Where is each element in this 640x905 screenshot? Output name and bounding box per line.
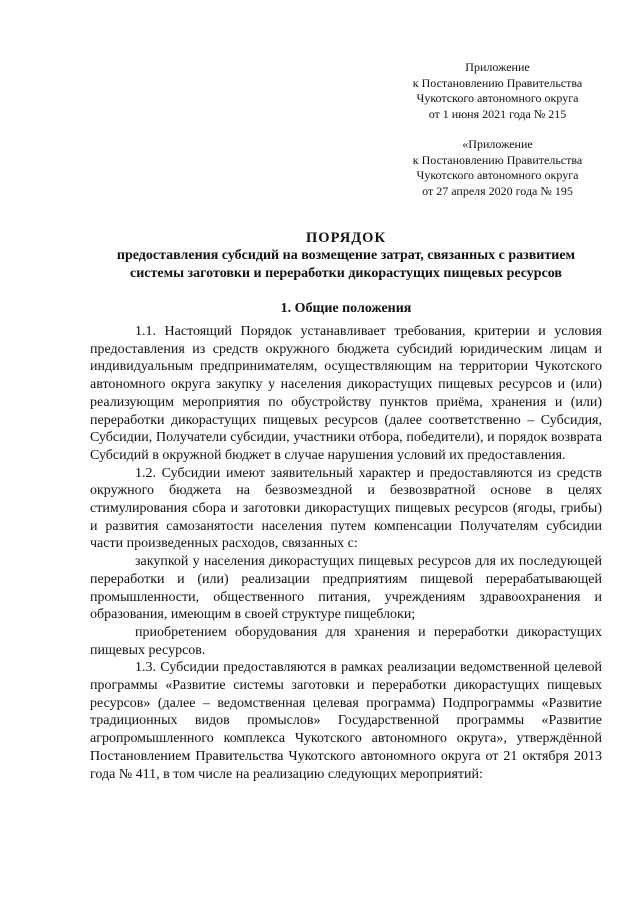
paragraph: закупкой у населения дикорастущих пищевых ресурсов для их последующей переработки и (или) реализации предприятиям пищевой перерабатывающей промышленности, общественного питания, учреждениям здравоохранения и образования, имеющим в своей структуре пищеблоки; — [90, 554, 602, 623]
header-line: Чукотского автономного округа — [416, 168, 579, 182]
paragraph: приобретением оборудования для хранения и переработки дикорастущих пищевых ресурсов. — [90, 624, 602, 658]
header-line: от 1 июня 2021 года № 215 — [428, 106, 567, 121]
appendix-header — [385, 60, 610, 122]
original-appendix-header — [385, 137, 610, 199]
paragraph: 1.3. Субсидии предоставляются в рамках реализации ведомственной целевой программы «Развитие системы заготовки и переработки дикорастущих пищевых ресурсов» (далее – ведомственная целевая программа) Подпрограммы «Развитие традиционных видов промыслов» Государственной программы «Развитие агропромышленного комплекса Чукотского автономного округа», утверждённой Постановлением Правительства Чукотского автономного округа от 21 октября 2013 года № 411, в том числе на реализацию следующих мероприятий: — [90, 660, 602, 782]
document-body — [90, 323, 602, 783]
header-line: Приложение — [465, 60, 530, 74]
document-subtitle-line: предоставления субсидий на возмещение затрат, связанных с развитием — [116, 248, 576, 263]
document-title: ПОРЯДОК — [306, 230, 386, 246]
header-line: к Постановлению Правительства — [412, 152, 583, 167]
header-line: «Приложение — [462, 137, 533, 151]
header-line: к Постановлению Правительства — [412, 75, 583, 90]
paragraph: 1.2. Субсидии имеют заявительный характер и предоставляются из средств окружного бюджета на безвозмездной и безвозвратной основе в целях стимулирования сбора и заготовки дикорастущих пищевых ресурсов (ягоды, грибы) и развития самозанятости населения путем компенсации Получателям субсидии части произведенных расходов, связанных с: — [90, 465, 602, 552]
header-line: от 27 апреля 2020 года № 195 — [422, 183, 573, 198]
document-subtitle-line: системы заготовки и переработки дикорастущих пищевых ресурсов — [130, 266, 562, 281]
section-heading: 1. Общие положения — [280, 301, 412, 316]
paragraph: 1.1. Настоящий Порядок устанавливает требования, критерии и условия предоставления из средств окружного бюджета субсидий юридическим лицам и индивидуальным предпринимателям, осуществляющим на территории Чукотского автономного округа закупку у населения дикорастущих пищевых ресурсов и (или) реализующим мероприятия по обустройству пунктов приёма, хранения и (или) переработки дикорастущих пищевых ресурсов (далее соответственно – Субсидия, Субсидии, Получатели субсидии, участники отбора, победители), и порядок возврата Субсидий в окружной бюджет в случае нарушения условий их предоставления. — [90, 324, 602, 463]
header-line: Чукотского автономного округа — [416, 91, 579, 105]
